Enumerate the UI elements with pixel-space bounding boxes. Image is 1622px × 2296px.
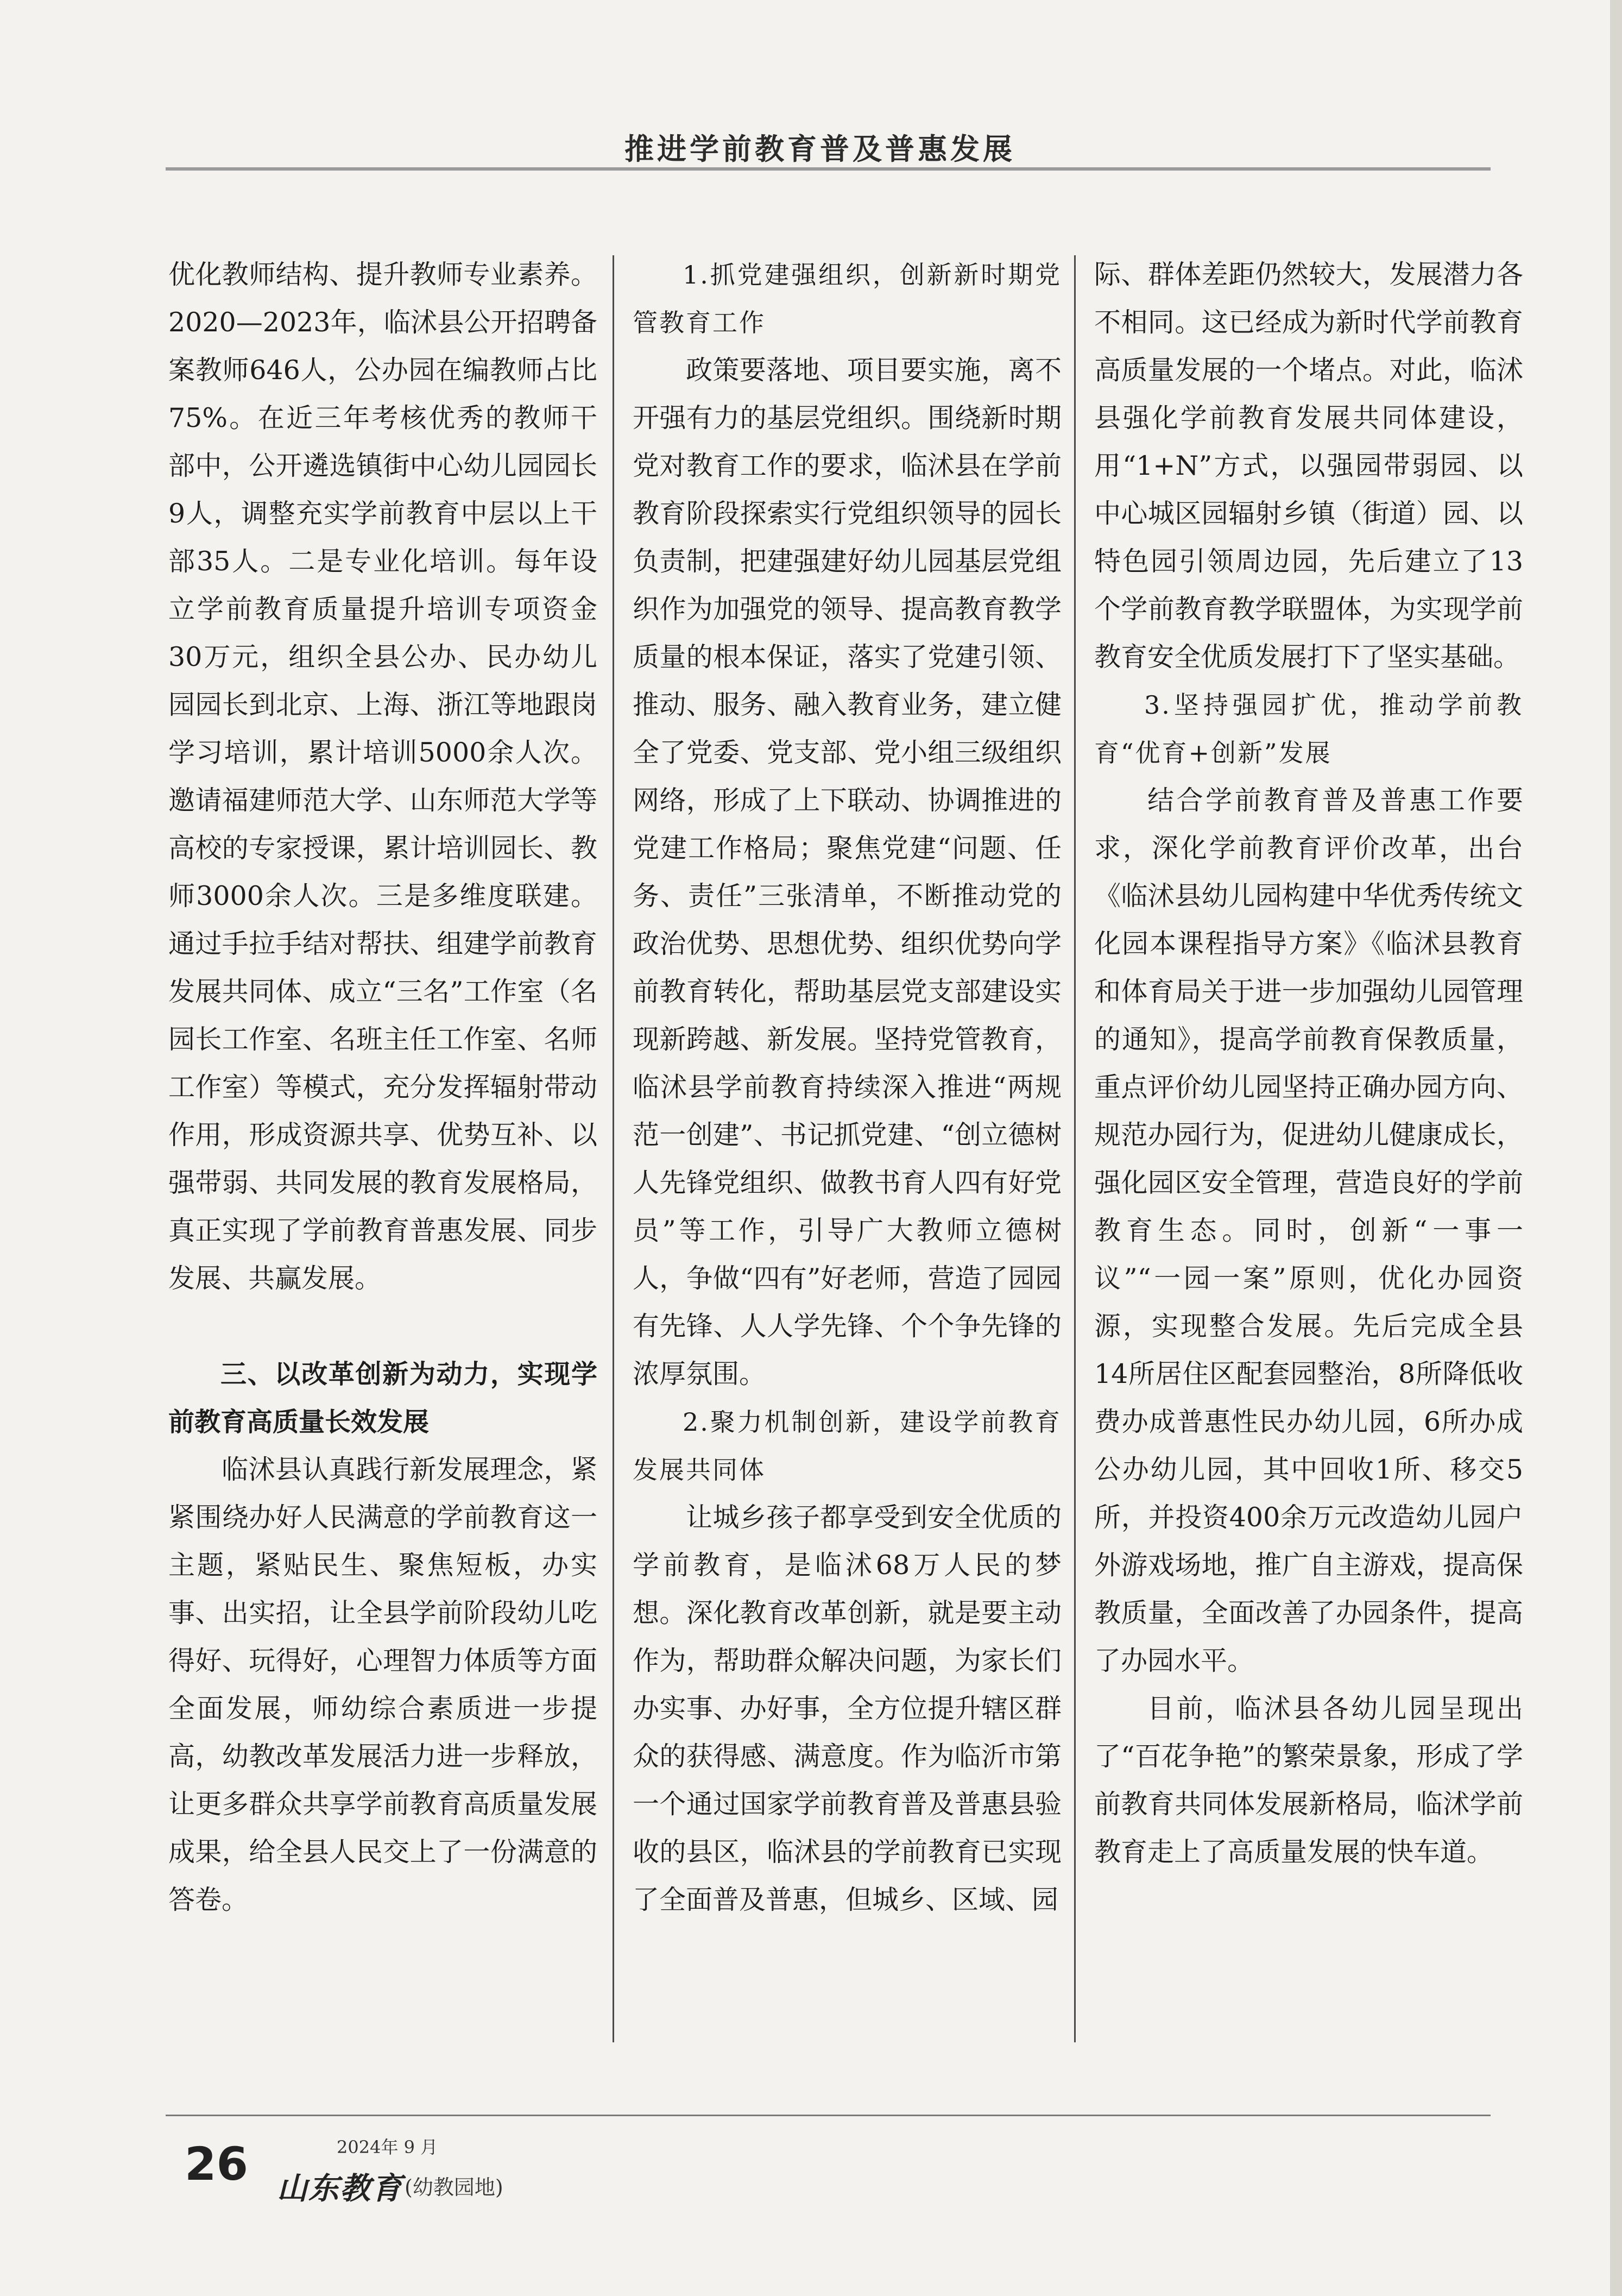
- body-paragraph: 临沭县认真践行新发展理念，紧紧围绕办好人民满意的学前教育这一主题，紧贴民生、聚焦短板，办实事、出实招，让全县学前阶段幼儿吃得好、玩得好，心理智力体质等方面全面发展，师幼综合素质进一步提高，幼教改革发展活力进一步释放，让更多群众共享学前教育高质量发展成果，给全县人民交上了一份满意的答卷。: [168, 1454, 597, 1915]
- subsection-heading: 1.抓党建强组织，创新新时期党管教育工作: [633, 260, 1062, 337]
- column-divider: [613, 255, 614, 2042]
- body-paragraph: 让城乡孩子都享受到安全优质的学前教育，是临沭68万人民的梦想。深化教育改革创新，就是要主动作为，帮助群众解决问题，为家长们办实事、办好事，全方位提升辖区群众的获得感、满意度。作为临沂市第一个通过国家学前教育普及普惠县验收的县区，临沭县的学前教育已实现了全面普及普惠，但城乡、区域、园: [633, 1502, 1062, 1915]
- column-divider: [1074, 255, 1076, 2042]
- text-column-1: [168, 251, 597, 1924]
- footer-rule: [166, 2115, 1491, 2116]
- body-paragraph: 际、群体差距仍然较大，发展潜力各不相同。这已经成为新时代学前教育高质量发展的一个堵点。对此，临沭县强化学前教育发展共同体建设，用“1+N”方式，以强园带弱园、以中心城区园辐射乡镇（街道）园、以特色园引领周边园，先后建立了13个学前教育教学联盟体，为实现学前教育安全优质发展打下了坚实基础。: [1094, 259, 1523, 672]
- header-rule: [166, 167, 1491, 171]
- subsection-heading: 2.聚力机制创新，建设学前教育发展共同体: [633, 1407, 1062, 1484]
- text-column-3: [1094, 251, 1523, 1876]
- body-paragraph: 优化教师结构、提升教师专业素养。2020—2023年，临沭县公开招聘备案教师646人，公办园在编教师占比75%。在近三年考核优秀的教师干部中，公开遴选镇街中心幼儿园园长9人，调整充实学前教育中层以上干部35人。二是专业化培训。每年设立学前教育质量提升培训专项资金30万元，组织全县公办、民办幼儿园园长到北京、上海、浙江等地跟岗学习培训，累计培训5000余人次。邀请福建师范大学、山东师范大学等高校的专家授课，累计培训园长、教师3000余人次。三是多维度联建。通过手拉手结对帮扶、组建学前教育发展共同体、成立“三名”工作室（名园长工作室、名班主任工作室、名师工作室）等模式，充分发挥辐射带动作用，形成资源共享、优势互补、以强带弱、共同发展的教育发展格局，真正实现了学前教育普惠发展、同步发展、共赢发展。: [168, 259, 597, 1294]
- body-paragraph: 结合学前教育普及普惠工作要求，深化学前教育评价改革，出台《临沭县幼儿园构建中华优秀传统文化园本课程指导方案》《临沭县教育和体育局关于进一步加强幼儿园管理的通知》，提高学前教育保教质量，重点评价幼儿园坚持正确办园方向、规范办园行为，促进幼儿健康成长，强化园区安全管理，营造良好的学前教育生态。同时，创新“一事一议”“一园一案”原则，优化办园资源，实现整合发展。先后完成全县14所居住区配套园整治，8所降低收费办成普惠性民办幼儿园，6所办成公办幼儿园，其中回收1所、移交5所，并投资400余万元改造幼儿园户外游戏场地，推广自主游戏，提高保教质量，全面改善了办园条件，提高了办园水平。: [1094, 785, 1523, 1676]
- body-paragraph: 目前，临沭县各幼儿园呈现出了“百花争艳”的繁荣景象，形成了学前教育共同体发展新格局，临沭学前教育走上了高质量发展的快车道。: [1094, 1693, 1523, 1867]
- body-paragraph: 政策要落地、项目要实施，离不开强有力的基层党组织。围绕新时期党对教育工作的要求，临沭县在学前教育阶段探索实行党组织领导的园长负责制，把建强建好幼儿园基层党组织作为加强党的领导、提高教育教学质量的根本保证，落实了党建引领、推动、服务、融入教育业务，建立健全了党委、党支部、党小组三级组织网络，形成了上下联动、协调推进的党建工作格局；聚焦党建“问题、任务、责任”三张清单，不断推动党的政治优势、思想优势、组织优势向学前教育转化，帮助基层党支部建设实现新跨越、新发展。坚持党管教育，临沭县学前教育持续深入推进“两规范一创建”、书记抓党建、“创立德树人先锋党组织、做教书育人四有好党员”等工作，引导广大教师立德树人，争做“四有”好老师，营造了园园有先锋、人人学先锋、个个争先锋的浓厚氛围。: [633, 355, 1062, 1389]
- section-heading: 三、以改革创新为动力，实现学前教育高质量长效发展: [168, 1359, 597, 1437]
- magazine-section: (幼教园地): [405, 2175, 503, 2199]
- magazine-logo: 山东教育: [277, 2171, 403, 2206]
- subsection-heading: 3.坚持强园扩优，推动学前教育“优育+创新”发展: [1094, 690, 1523, 768]
- text-column-2: [633, 251, 1062, 1924]
- page-edge: [1610, 0, 1622, 2296]
- page-number: 26: [185, 2137, 248, 2191]
- issue-date: 2024年 9 月: [337, 2137, 438, 2157]
- running-header-title: 推进学前教育普及普惠发展: [624, 132, 1015, 166]
